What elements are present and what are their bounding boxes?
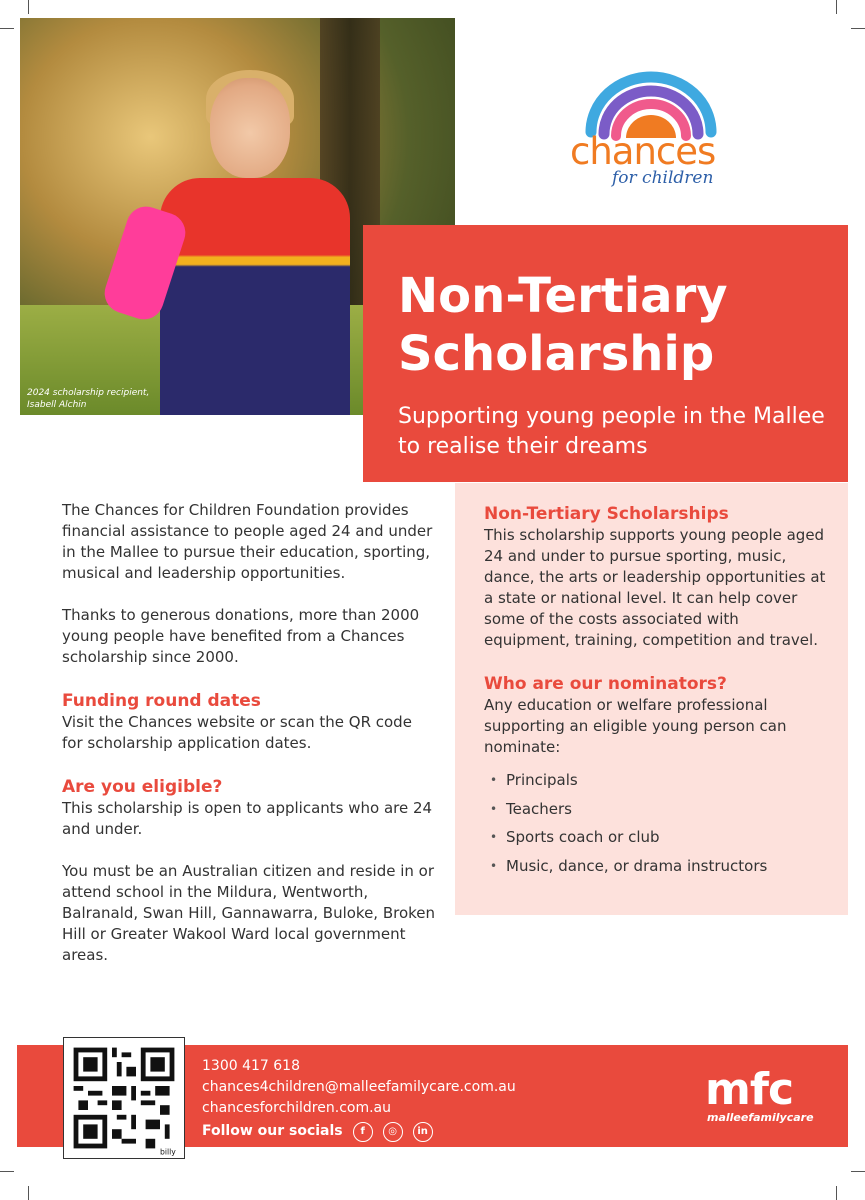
qr-code[interactable] <box>63 1037 185 1159</box>
funding-heading: Funding round dates <box>62 691 261 711</box>
qr-code-icon <box>64 1038 184 1158</box>
list-item: • Sports coach or club <box>484 823 829 852</box>
right-column <box>484 503 829 880</box>
nominators-heading: Who are our nominators? <box>484 674 727 694</box>
crop-mark <box>851 28 865 29</box>
left-column <box>62 500 437 966</box>
linkedin-icon[interactable]: in <box>413 1122 433 1142</box>
crop-mark <box>851 1171 865 1172</box>
bullet-icon: • <box>490 858 498 873</box>
residence-text: You must be an Australian citizen and reside in or attend school in the Mildura, Wentworth, Balranald, Swan Hill, Gannawarra, Buloke, Broken Hill or Greater Wakool Ward local government areas. <box>62 862 436 964</box>
facebook-icon[interactable]: f <box>353 1122 373 1142</box>
mfc-name: malleefamilycare <box>707 1111 814 1124</box>
contact-block <box>202 1056 516 1142</box>
page-title: Non-Tertiary Scholarship <box>398 268 728 382</box>
socials-row <box>202 1121 516 1142</box>
crop-mark <box>28 1186 29 1200</box>
nominators-list <box>484 766 829 880</box>
crop-mark <box>836 0 837 14</box>
list-item: • Music, dance, or drama instructors <box>484 852 829 881</box>
photo-caption: 2024 scholarship recipient, Isabell Alchin <box>27 388 150 410</box>
logo-wordmark: chances <box>570 130 716 173</box>
hero-banner <box>363 225 848 482</box>
bullet-icon: • <box>490 830 498 844</box>
scholarships-heading: Non-Tertiary Scholarships <box>484 504 729 524</box>
crop-mark <box>0 1171 14 1172</box>
logo-tagline: for children <box>612 168 714 188</box>
qr-caption: billy <box>160 1147 176 1157</box>
bullet-icon: • <box>490 801 498 816</box>
mfc-logo: mfc <box>705 1064 794 1115</box>
instagram-icon[interactable]: ◎ <box>383 1122 403 1142</box>
thanks-paragraph: Thanks to generous donations, more than 2000 young people have benefited from a Chances scholarship since 2000. <box>62 606 420 666</box>
intro-paragraph: The Chances for Children Foundation provides financial assistance to people aged 24 and under in the Mallee to pursue their education, sporting, musical and leadership opportunities. <box>62 501 433 582</box>
list-item: • Teachers <box>484 795 829 824</box>
page-subtitle: Supporting young people in the Mallee to realise their dreams <box>398 404 825 459</box>
crop-mark <box>28 0 29 14</box>
website-link[interactable]: chancesforchildren.com.au <box>202 1100 391 1116</box>
crop-mark <box>0 28 14 29</box>
shirt <box>160 178 350 415</box>
eligible-heading: Are you eligible? <box>62 777 223 797</box>
nominators-text: Any education or welfare professional supporting an eligible young person can nominate: <box>484 696 787 756</box>
face <box>210 78 290 178</box>
eligible-text: This scholarship is open to applicants who are 24 and under. <box>62 799 433 838</box>
list-item: • Principals <box>484 766 829 795</box>
socials-label: Follow our socials <box>202 1123 343 1139</box>
funding-text: Visit the Chances website or scan the QR code for scholarship application dates. <box>62 713 412 752</box>
crop-mark <box>836 1186 837 1200</box>
scholarships-text: This scholarship supports young people aged 24 and under to pursue sporting, music, dance, the arts or leadership opportunities at a state or national level. It can help cover some of the costs associated with equipment, training, competition and travel. <box>484 526 826 649</box>
email-link[interactable]: chances4children@malleefamilycare.com.au <box>202 1079 516 1095</box>
phone-number[interactable]: 1300 417 618 <box>202 1058 300 1074</box>
bullet-icon: • <box>490 773 498 787</box>
